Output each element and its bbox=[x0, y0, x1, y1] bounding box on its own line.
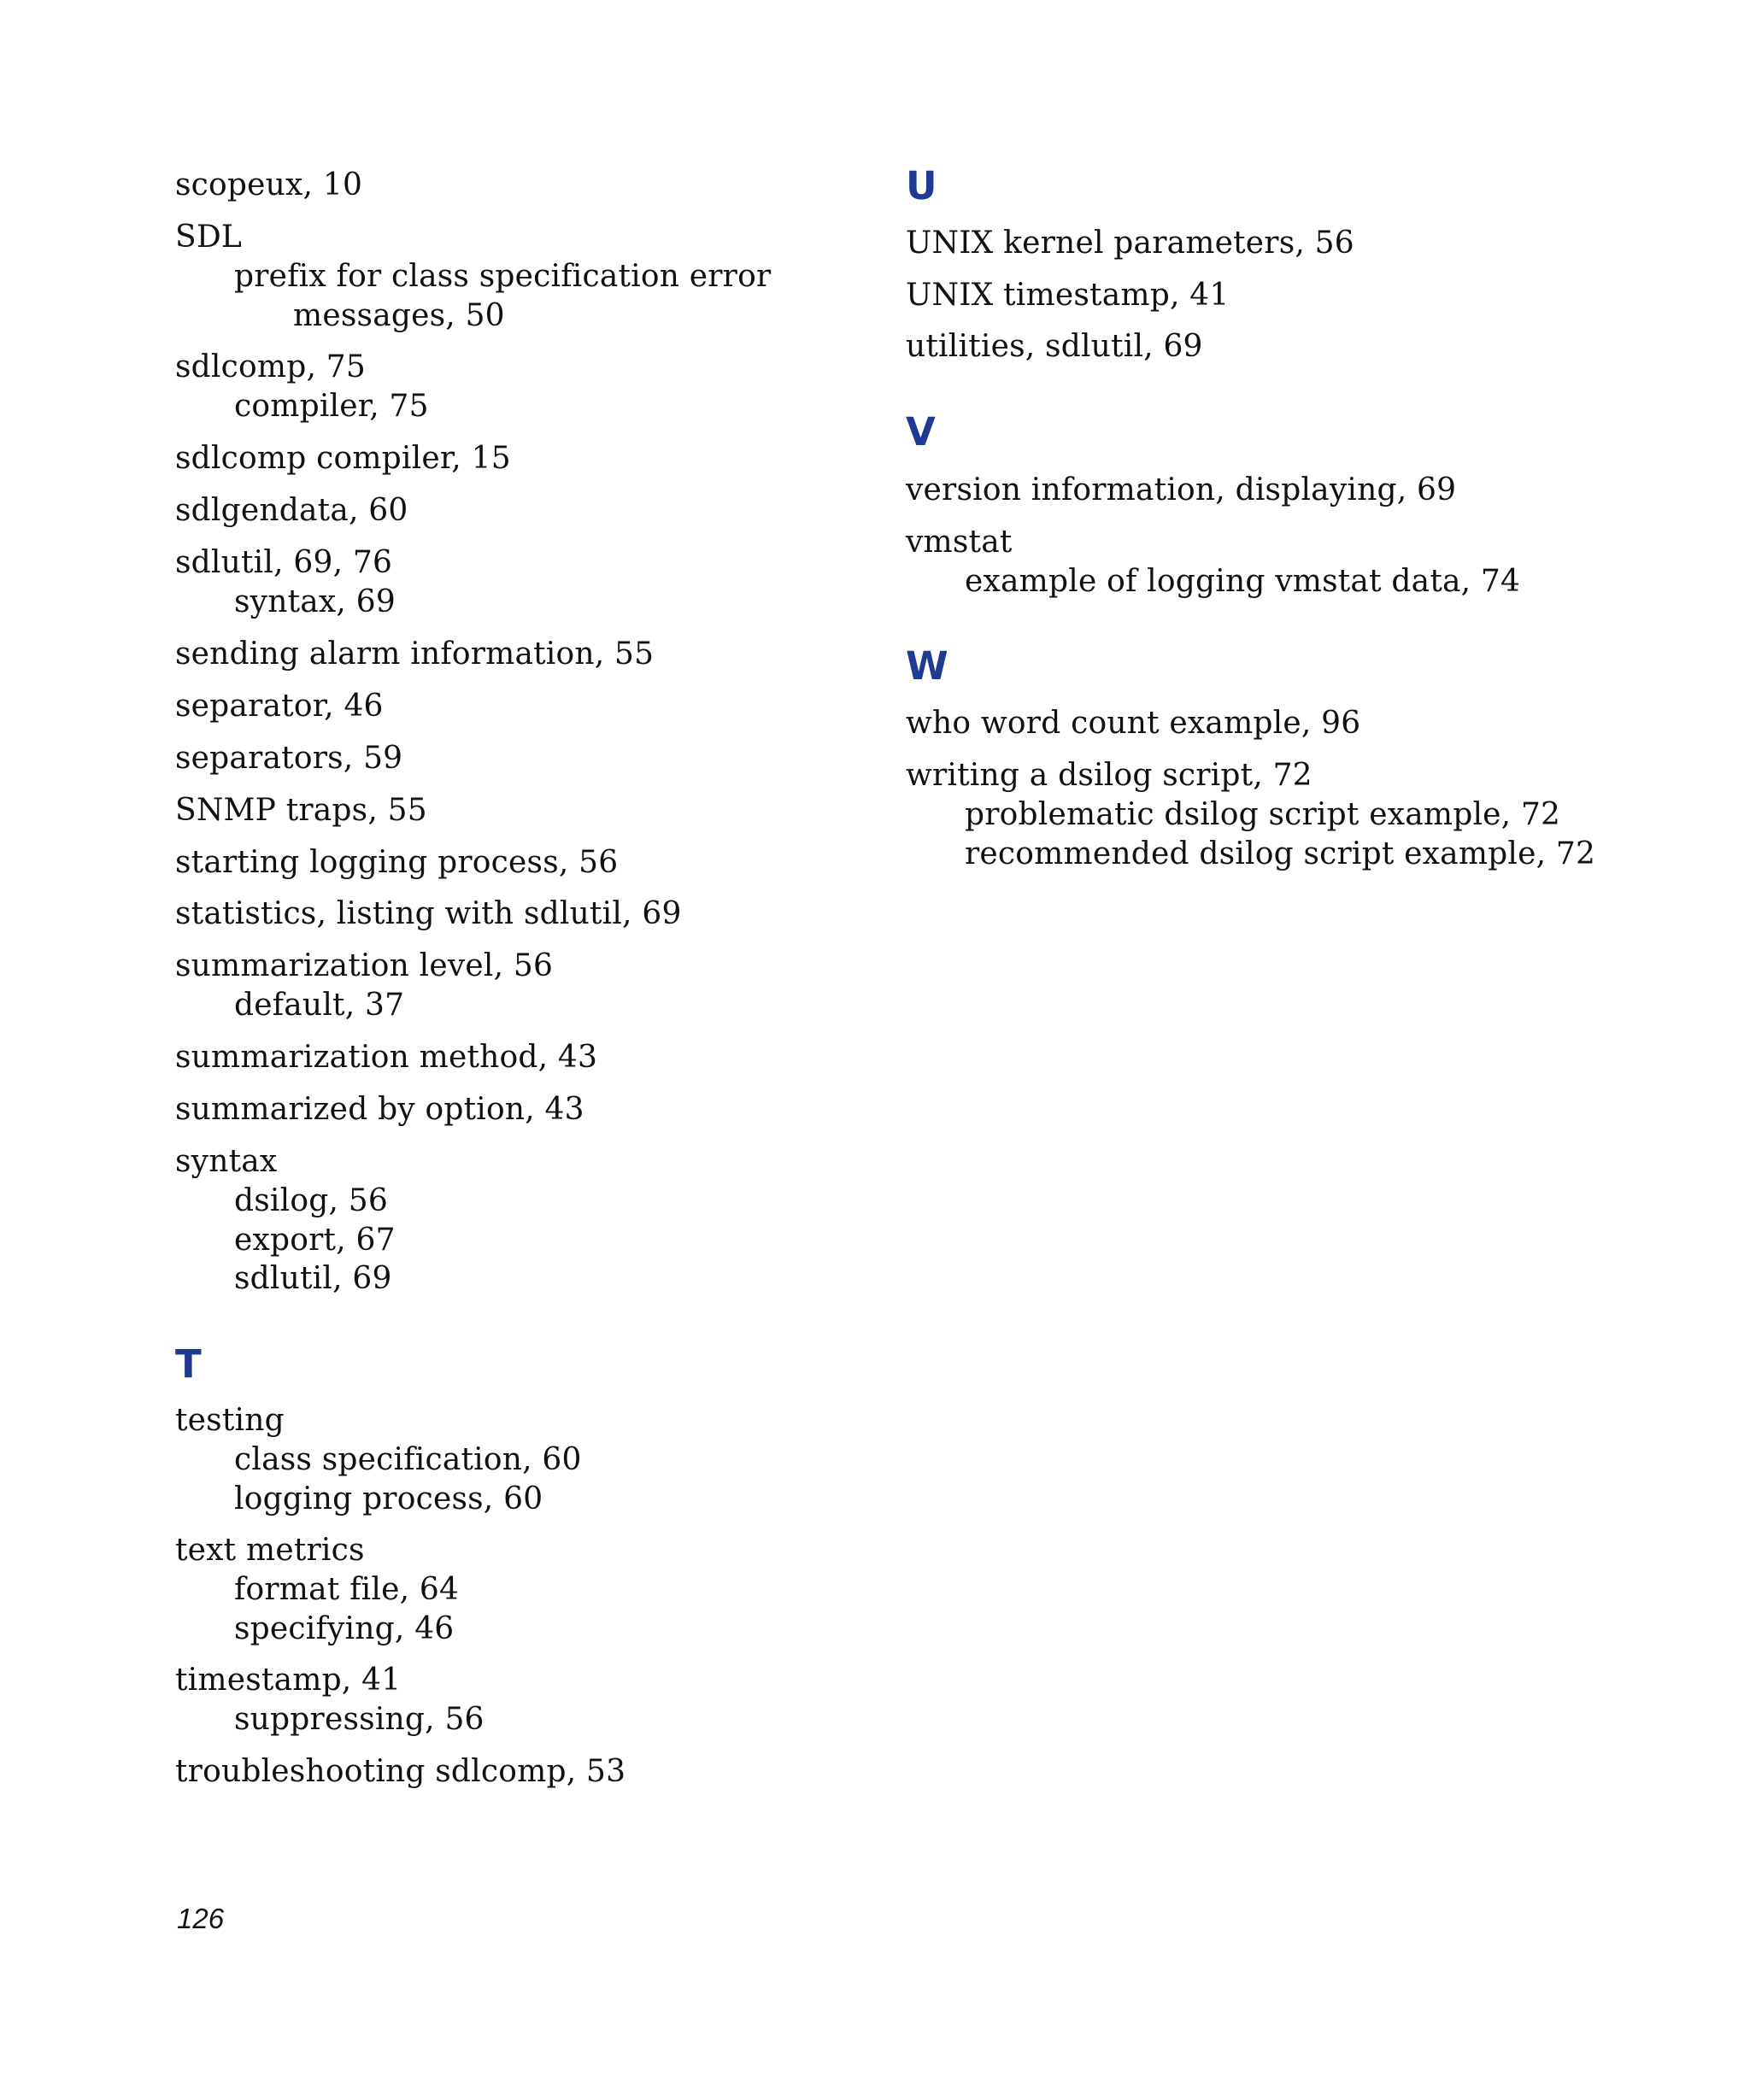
index-subentry: class specification, 60 bbox=[234, 1442, 582, 1477]
index-entry: sdlutil, 69, 76 bbox=[175, 545, 393, 580]
index-entry: sending alarm information, 55 bbox=[175, 636, 655, 672]
index-entry: SDL bbox=[175, 220, 243, 255]
index-entry: separators, 59 bbox=[175, 741, 403, 776]
index-entry: statistics, listing with sdlutil, 69 bbox=[175, 896, 682, 931]
section-letter-t: T bbox=[175, 1341, 202, 1387]
index-entry: vmstat bbox=[906, 525, 1013, 560]
index-entry: UNIX kernel parameters, 56 bbox=[906, 226, 1354, 261]
index-subentry: logging process, 60 bbox=[234, 1481, 543, 1516]
index-entry: UNIX timestamp, 41 bbox=[906, 278, 1230, 313]
index-entry: testing bbox=[175, 1403, 285, 1438]
index-subentry: default, 37 bbox=[234, 988, 405, 1023]
index-entry: summarization method, 43 bbox=[175, 1040, 598, 1075]
index-subentry: syntax, 69 bbox=[234, 584, 396, 619]
index-subentry: suppressing, 56 bbox=[234, 1702, 484, 1737]
index-subentry: export, 67 bbox=[234, 1223, 396, 1258]
section-letter-w: W bbox=[906, 643, 948, 689]
index-entry: sdlcomp, 75 bbox=[175, 349, 366, 384]
index-entry: summarized by option, 43 bbox=[175, 1092, 584, 1127]
index-subentry: dsilog, 56 bbox=[234, 1183, 388, 1218]
section-letter-u: U bbox=[906, 163, 937, 208]
index-subentry: problematic dsilog script example, 72 bbox=[965, 797, 1561, 832]
index-entry: utilities, sdlutil, 69 bbox=[906, 329, 1203, 364]
index-entry: sdlgendata, 60 bbox=[175, 493, 408, 528]
index-subentry: sdlutil, 69 bbox=[234, 1261, 392, 1296]
index-subentry: recommended dsilog script example, 72 bbox=[965, 836, 1596, 871]
index-entry: summarization level, 56 bbox=[175, 948, 554, 983]
index-entry: text metrics bbox=[175, 1533, 365, 1568]
page-number: 126 bbox=[177, 1903, 225, 1934]
index-subentry: compiler, 75 bbox=[234, 389, 429, 424]
index-subentry: prefix for class specification error bbox=[234, 259, 772, 294]
index-entry: starting logging process, 56 bbox=[175, 845, 619, 880]
index-subentry-continuation: messages, 50 bbox=[293, 298, 505, 333]
index-entry: scopeux, 10 bbox=[175, 167, 363, 202]
index-subentry: specifying, 46 bbox=[234, 1611, 455, 1646]
index-entry: version information, displaying, 69 bbox=[906, 472, 1457, 507]
index-entry: who word count example, 96 bbox=[906, 706, 1361, 741]
index-entry: timestamp, 41 bbox=[175, 1663, 402, 1698]
index-entry: troubleshooting sdlcomp, 53 bbox=[175, 1754, 626, 1789]
index-entry: writing a dsilog script, 72 bbox=[906, 758, 1312, 793]
index-subentry: format file, 64 bbox=[234, 1572, 460, 1607]
index-entry: sdlcomp compiler, 15 bbox=[175, 441, 511, 476]
index-entry: separator, 46 bbox=[175, 689, 384, 724]
section-letter-v: V bbox=[906, 409, 936, 455]
index-subentry: example of logging vmstat data, 74 bbox=[965, 564, 1521, 599]
index-entry: syntax bbox=[175, 1144, 278, 1179]
index-entry: SNMP traps, 55 bbox=[175, 793, 427, 828]
